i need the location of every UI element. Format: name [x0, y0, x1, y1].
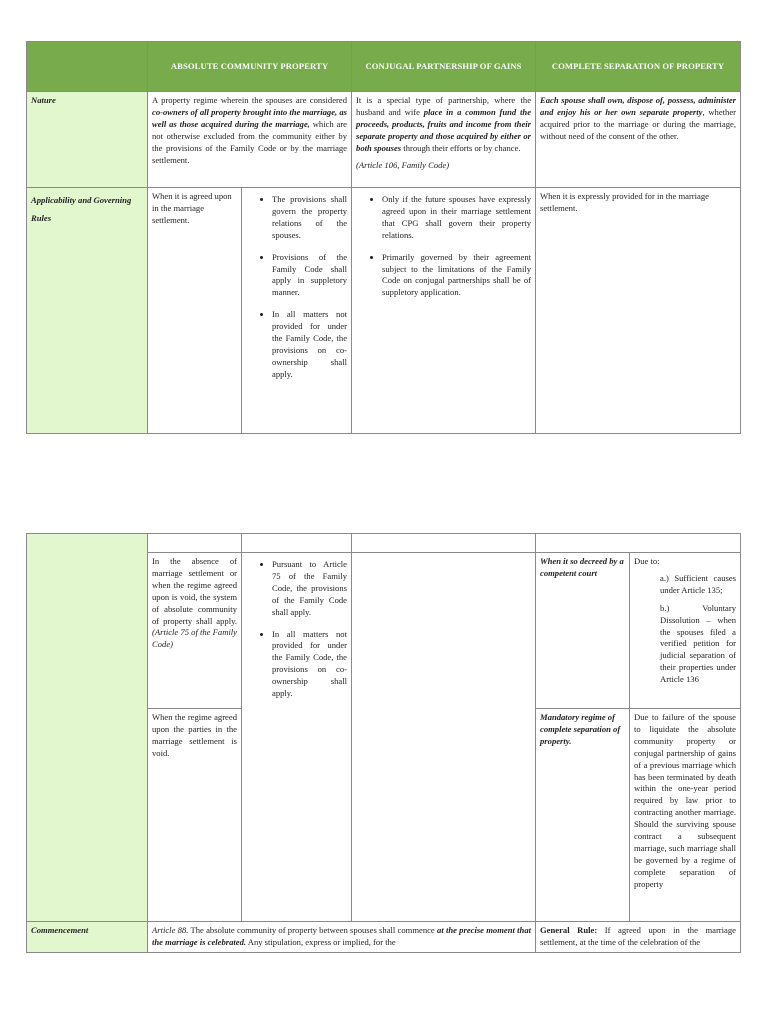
list-item: • In all matters not provided for under the Family Code, the provisions on co-ownership shall apply.: [272, 629, 347, 700]
csp-decree-reasons: [630, 553, 741, 709]
acp-absence: [148, 553, 242, 709]
nature-cpg: It is a special type of partnership, where the husband and wife place in a common fund the proceeds, products, fruits and income from their separate property and those acquired by either or both spouses through their efforts or by chance. (Article 106, Family Code): [352, 92, 536, 188]
blank-cell: [148, 534, 242, 553]
list-item: • Provisions of the Family Code shall apply in suppletory manner.: [272, 252, 347, 300]
commencement-acp: Article 88. The absolute community of property between spouses shall commence at the precise moment that the marriage is celebrated. Any stipulation, express or implied, for the: [148, 922, 536, 953]
nature-acp: A property regime wherein the spouses are considered co-owners of all property brought into the marriage, as well as those acquired during the marriage, which are not otherwise excluded from the community either by the provisions of the Family Code or by the marriage settlement.: [148, 92, 352, 188]
acp-absence-text: In the absence of marriage settlement or when the regime agreed upon is void, the system of absolute community of property shall apply.: [152, 556, 237, 626]
list-item: b.) Voluntary Dissolution – when the spouses filed a verified petition for judicial separation of their properties under Article 136: [660, 602, 736, 685]
header-acp: ABSOLUTE COMMUNITY PROPERTY: [148, 42, 352, 92]
nature-row: [27, 92, 741, 188]
header-csp: COMPLETE SEPARATION OF PROPERTY: [536, 42, 741, 92]
property-regimes-table: [26, 41, 741, 434]
commencement-csp: General Rule: If agreed upon in the marriage settlement, at the time of the celebration of the: [536, 922, 741, 953]
acp-void: When the regime agreed upon the parties in the marriage settlement is void.: [148, 709, 242, 922]
applicability-acp-when: When it is agreed upon in the marriage settlement.: [148, 188, 242, 434]
page2-acp-rules: [242, 553, 352, 922]
applicability-cpg-rules: [352, 188, 536, 434]
header-blank: [27, 42, 148, 92]
header-row: [27, 42, 741, 92]
blank-cell: [352, 534, 536, 553]
list-item: • Pursuant to Article 75 of the Family Code, the provisions of the Family Code shall apply.: [272, 559, 347, 619]
nature-cpg-citation: (Article 106, Family Code): [356, 159, 450, 170]
continued-top-row: [27, 534, 741, 553]
acp-absence-citation: (Article 75 of the Family Code): [152, 627, 237, 650]
blank-cell: [242, 534, 352, 553]
header-cpg: CONJUGAL PARTNERSHIP OF GAINS: [352, 42, 536, 92]
list-item: • In all matters not provided for under the Family Code, the provisions on co-ownership shall apply.: [272, 309, 347, 380]
list-item: • Only if the future spouses have expressly agreed upon in their marriage settlement that CPG shall govern their property relations.: [382, 194, 531, 242]
list-item: • The provisions shall govern the property relations of the spouses.: [272, 194, 347, 242]
commencement-row: [27, 922, 741, 953]
list-item: a.) Sufficient causes under Article 135;: [660, 572, 736, 595]
blank-cell: [536, 534, 741, 553]
list-item: • Primarily governed by their agreement subject to the limitations of the Family Code on conjugal partnerships shall be of suppletory application.: [382, 252, 531, 300]
property-regimes-table-continued: [26, 533, 741, 953]
applicability-acp-rules: [242, 188, 352, 434]
nature-csp: Each spouse shall own, dispose of, possess, administer and enjoy his or her own separate property, whether acquired prior to the marriage or during the marriage, without need of the consent of the other.: [536, 92, 741, 188]
continued-label-cell: [27, 534, 148, 922]
csp-mandatory: Due to failure of the spouse to liquidate the absolute community property or conjugal partnership of gains of a previous marriage which has been terminated by death within the one-year period required by law prior to contracting another marriage. Should the surviving spouse contract a subsequent marriage, such marriage shall be governed by a regime of complete separation of property: [630, 709, 741, 922]
nature-label: Nature: [27, 92, 148, 188]
applicability-row: [27, 188, 741, 434]
applicability-csp: When it is expressly provided for in the marriage settlement.: [536, 188, 741, 434]
applicability-label: Applicability and Governing Rules: [27, 188, 148, 434]
csp-mandatory-label: Mandatory regime of complete separation of property.: [536, 709, 630, 922]
csp-decree-label: When it so decreed by a competent court: [536, 553, 630, 709]
csp-due-to: Due to:: [634, 556, 660, 566]
blank-cell: [352, 553, 536, 922]
commencement-label: Commencement: [27, 922, 148, 953]
